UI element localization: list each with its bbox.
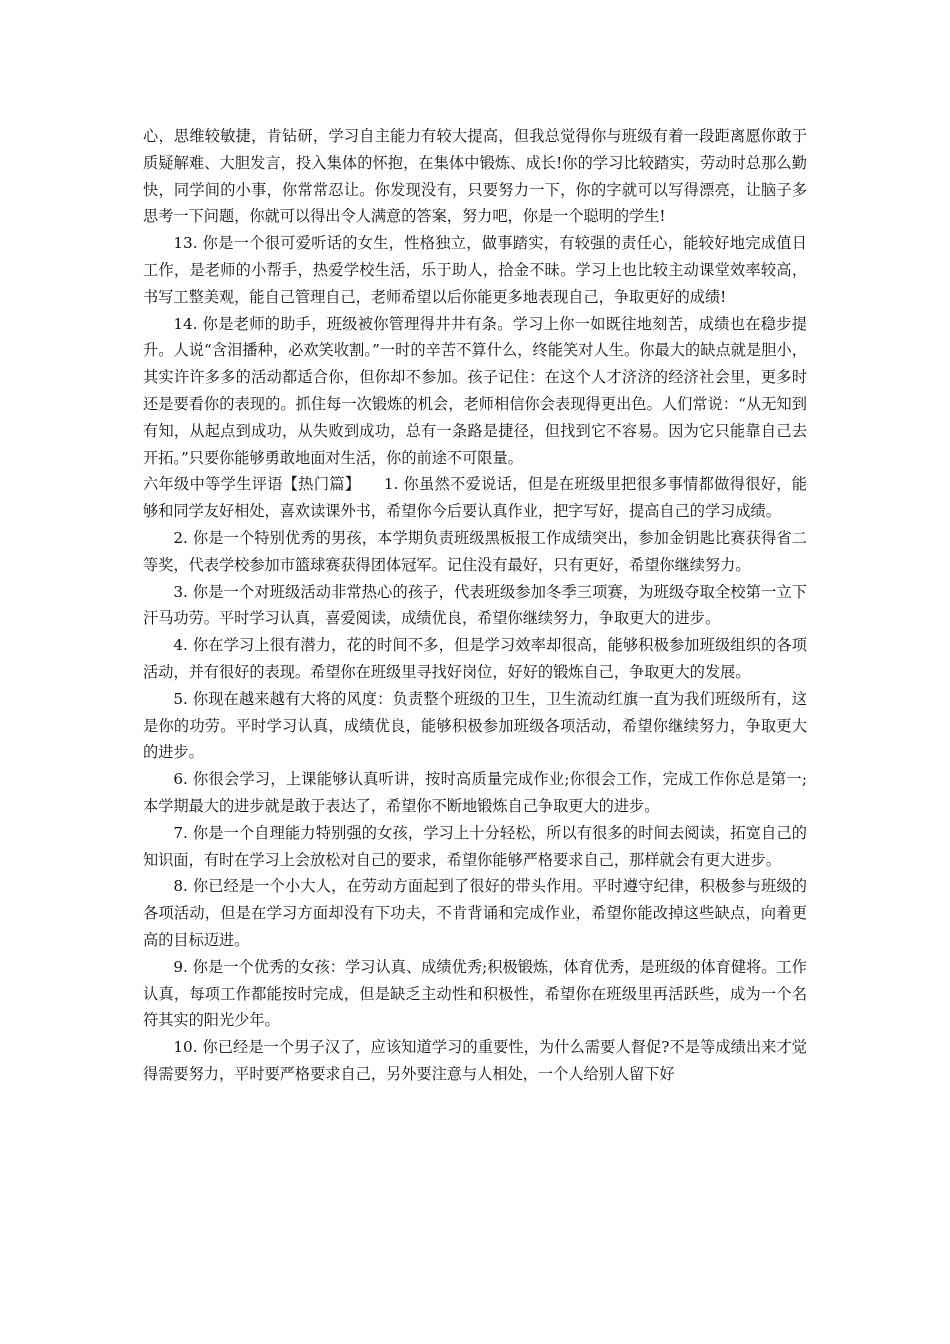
comment-item-5: 5. 你现在越来越有大将的风度：负责整个班级的卫生，卫生流动红旗一直为我们班级所有，这是你的功劳。平时学习认真，成绩优良，能够积极参加班级各项活动，希望你继续努力，争取更大的进步。 [143,689,807,762]
comment-item-6: 6. 你很会学习，上课能够认真听讲，按时高质量完成作业;你很会工作，完成工作你总是第一;本学期最大的进步就是敢于表达了，希望你不断地锻炼自己争取更大的进步。 [143,770,807,815]
comment-item-7: 7. 你是一个自理能力特别强的女孩，学习上十分轻松，所以有很多的时间去阅读，拓宽自己的知识面，有时在学习上会放松对自己的要求，希望你能够严格要求自己，那样就会有更大进步。 [143,823,807,869]
paragraph-continuation: 心，思维较敏捷，肯钻研，学习自主能力有较大提高，但我总觉得你与班级有着一段距离愿你敢于质疑解难、大胆发言，投入集体的怀抱，在集体中锻炼、成长!你的学习比较踏实，劳动时总那么勤快，同学间的小事，你常常忍让。你发现没有，只要努力一下，你的字就可以写得漂亮，让脑子多思考一下问题，你就可以得出令人满意的答案，努力吧，你是一个聪明的学生! [143,127,807,226]
document-page [143,123,807,1088]
comment-item-10: 10. 你已经是一个男子汉了，应该知道学习的重要性，为什么需要人督促?不是等成绩出来才觉得需要努力，平时要严格要求自己，另外要注意与人相处，一个人给别人留下好 [143,1038,807,1083]
comment-item-13: 13. 你是一个很可爱听话的女生，性格独立，做事踏实，有较强的责任心，能较好地完成值日工作，是老师的小帮手，热爱学校生活，乐于助人，拾金不昧。学习上也比较主动课堂效率较高，书写工整美观，能自己管理自己，老师希望以后你能更多地表现自己，争取更好的成绩! [143,234,807,306]
comment-item-9: 9. 你是一个优秀的女孩：学习认真、成绩优秀;积极锻炼，体育优秀，是班级的体育健将。工作认真，每项工作都能按时完成，但是缺乏主动性和积极性，希望你在班级里再活跃些，成为一个名符其实的阳光少年。 [143,957,807,1030]
section-heading-with-item-1: 六年级中等学生评语【热门篇】 1. 你虽然不爱说话，但是在班级里把很多事情都做得很好，能够和同学友好相处，喜欢读课外书，希望你今后要认真作业，把字写好，提高自己的学习成绩。 [143,475,807,521]
comment-item-3: 3. 你是一个对班级活动非常热心的孩子，代表班级参加冬季三项赛，为班级夺取全校第一立下汗马功劳。平时学习认真，喜爱阅读，成绩优良，希望你继续努力，争取更大的进步。 [143,582,807,628]
comment-item-14: 14. 你是老师的助手，班级被你管理得井井有条。学习上你一如既往地刻苦，成绩也在稳步提升。人说“含泪播种，必欢笑收割。”一时的辛苦不算什么，终能笑对人生。你最大的缺点就是胆小，其实许许多多的活动都适合你，但你却不参加。孩子记住：在这个人才济济的经济社会里，更多时还是要看你的表现的。抓住每一次锻炼的机会，老师相信你会表现得更出色。人们常说：“从无知到有知，从起点到成功，从失败到成功，总有一条路是捷径，但找到它不容易。因为它只能靠自己去开拓。”只要你能够勇敢地面对生活，你的前途不可限量。 [143,314,807,467]
comment-item-8: 8. 你已经是一个小大人，在劳动方面起到了很好的带头作用。平时遵守纪律，积极参与班级的各项活动，但是在学习方面却没有下功夫，不肯背诵和完成作业，希望你能改掉这些缺点，向着更高的目标迈进。 [143,877,807,949]
comment-item-4: 4. 你在学习上很有潜力，花的时间不多，但是学习效率却很高，能够积极参加班级组织的各项活动，并有很好的表现。希望你在班级里寻找好岗位，好好的锻炼自己，争取更大的发展。 [143,636,807,681]
comment-item-2: 2. 你是一个特别优秀的男孩，本学期负责班级黑板报工作成绩突出，参加金钥匙比赛获得省二等奖，代表学校参加市篮球赛获得团体冠军。记住没有最好，只有更好，希望你继续努力。 [143,528,807,574]
